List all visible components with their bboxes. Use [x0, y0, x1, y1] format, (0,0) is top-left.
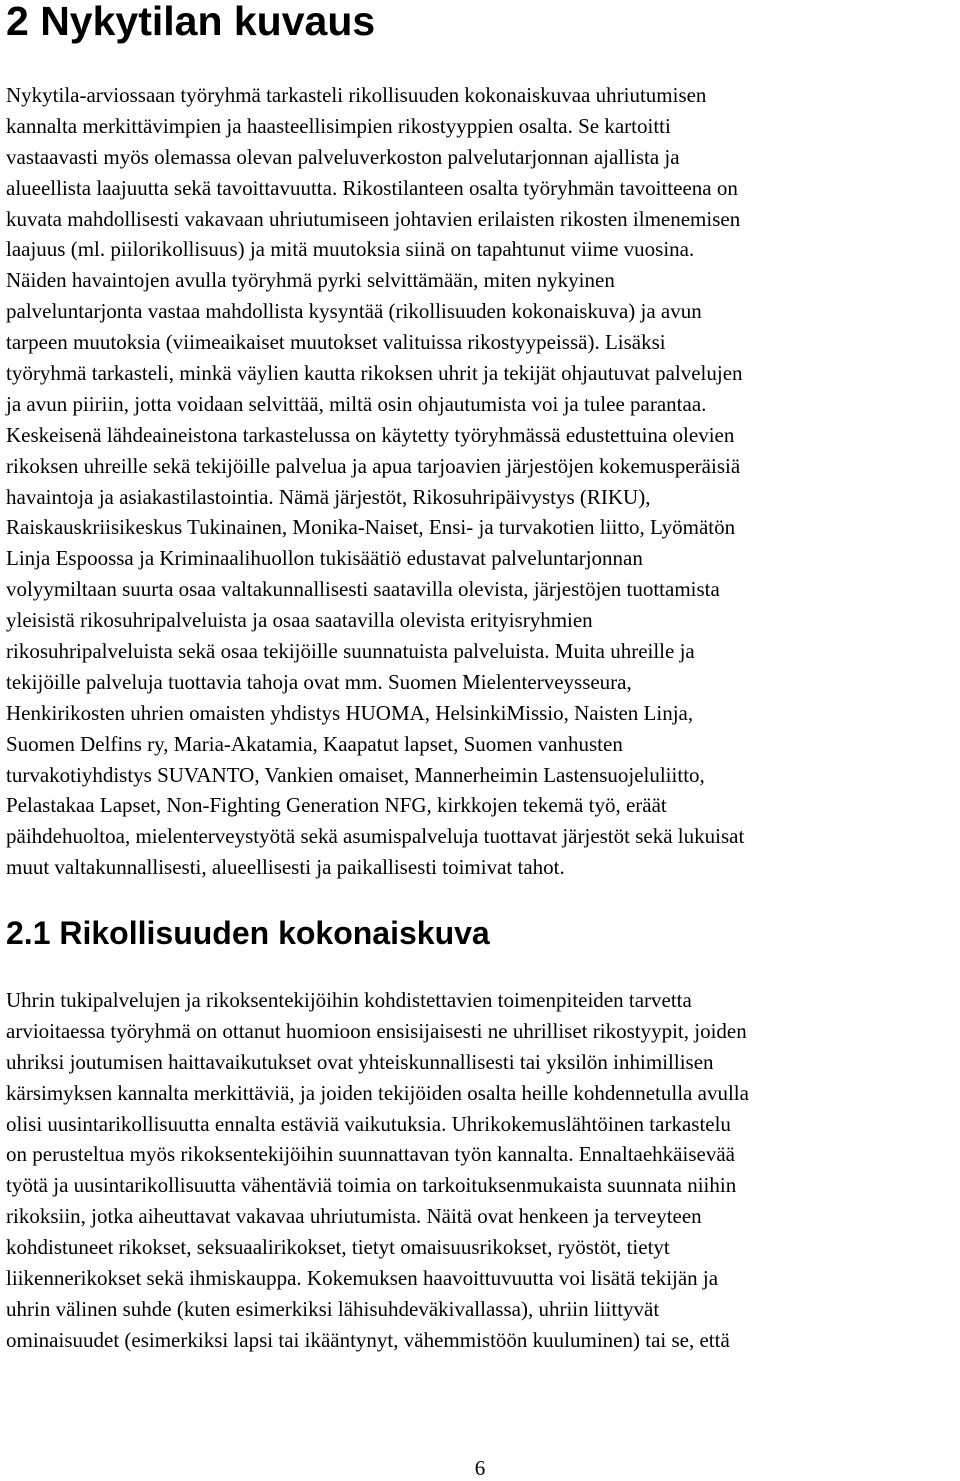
paragraph-line: liikennerikokset sekä ihmiskauppa. Kokemuksen haavoittuvuutta voi lisätä tekijän ja [6, 1266, 719, 1291]
paragraph-line: työryhmä tarkasteli, minkä väylien kautta rikoksen uhrit ja tekijät ohjautuvat palvelujen [6, 361, 743, 386]
paragraph-line: uhrin välinen suhde (kuten esimerkiksi lähisuhdeväkivallassa), uhriin liittyvät [6, 1296, 660, 1321]
paragraph-line: rikoksiin, jotka aiheuttavat vakavaa uhriutumista. Näitä ovat henkeen ja terveyteen [6, 1204, 702, 1229]
section-heading: 2 Nykytilan kuvaus [6, 0, 376, 44]
paragraph-line: Suomen Delfins ry, Maria-Akatamia, Kaapatut lapset, Suomen vanhusten [6, 731, 623, 756]
paragraph-line: tarpeen muutoksia (viimeaikaiset muutokset valituissa rikostyypeissä). Lisäksi [6, 330, 666, 355]
paragraph-line: kannalta merkittävimpien ja haasteellisimpien rikostyyppien osalta. Se kartoitti [6, 113, 671, 138]
paragraph-line: on perusteltua myös rikoksentekijöihin suunnattavan työn kannalta. Ennaltaehkäisevää [6, 1142, 735, 1167]
paragraph-line: rikosuhripalveluista sekä osaa tekijöille suunnatuista palveluista. Muita uhreille ja [6, 639, 695, 664]
paragraph-line: Keskeisenä lähdeaineistona tarkastelussa on käytetty työryhmässä edustettuina olevien [6, 422, 735, 447]
paragraph-line: turvakotiyhdistys SUVANTO, Vankien omaiset, Mannerheimin Lastensuojeluliitto, [6, 762, 705, 787]
section-paragraph [6, 80, 744, 883]
paragraph-line: Pelastakaa Lapset, Non-Fighting Generation NFG, kirkkojen tekemä työ, eräät [6, 793, 667, 818]
paragraph-line: rikoksen uhreille sekä tekijöille palvelua ja apua tarjoavien järjestöjen kokemusperäisiä [6, 453, 741, 478]
paragraph-line: Näiden havaintojen avulla työryhmä pyrki selvittämään, miten nykyinen [6, 268, 615, 293]
paragraph-line: ja avun piiriin, jotta voidaan selvittää, miltä osin ohjautumista voi ja tulee parantaa. [6, 391, 707, 416]
paragraph-line: havaintoja ja asiakastilastointia. Nämä järjestöt, Rikosuhripäivystys (RIKU), [6, 484, 651, 509]
subsection-heading: 2.1 Rikollisuuden kokonaiskuva [6, 915, 490, 951]
paragraph-line: Raiskauskriisikeskus Tukinainen, Monika-Naiset, Ensi- ja turvakotien liitto, Lyömätön [6, 515, 736, 540]
subsection-paragraph [6, 985, 749, 1356]
paragraph-line: alueellista laajuutta sekä tavoittavuutta. Rikostilanteen osalta työryhmän tavoitteena on [6, 175, 738, 200]
paragraph-line: Linja Espoossa ja Kriminaalihuollon tukisäätiö edustavat palveluntarjonnan [6, 546, 643, 571]
paragraph-line: päihdehuoltoa, mielenterveystyötä sekä asumispalveluja tuottavat järjestöt sekä lukuisat [6, 824, 745, 849]
paragraph-line: kohdistuneet rikokset, seksuaalirikokset, tietyt omaisuusrikokset, ryöstöt, tietyt [6, 1235, 670, 1260]
paragraph-line: yleisistä rikosuhripalveluista ja osaa saatavilla olevista erityisryhmien [6, 608, 593, 633]
paragraph-line: olisi uusintarikollisuutta ennalta estäviä vaikutuksia. Uhrikokemuslähtöinen tarkastelu [6, 1111, 731, 1136]
paragraph-line: Nykytila-arviossaan työryhmä tarkasteli rikollisuuden kokonaiskuvaa uhriutumisen [6, 83, 707, 107]
paragraph-line: arvioitaessa työryhmä on ottanut huomioon ensisijaisesti ne uhrilliset rikostyypit, joiden [6, 1018, 747, 1043]
paragraph-line: muut valtakunnallisesti, alueellisesti ja paikallisesti toimivat tahot. [6, 855, 565, 880]
paragraph-line: tekijöille palveluja tuottavia tahoja ovat mm. Suomen Mielenterveysseura, [6, 669, 632, 694]
paragraph-line: kärsimyksen kannalta merkittäviä, ja joiden tekijöiden osalta heille kohdennetulla avulla [6, 1080, 749, 1105]
page-number: 6 [474, 1456, 486, 1480]
paragraph-line: vastaavasti myös olemassa olevan palveluverkoston palvelutarjonnan ajallista ja [6, 144, 680, 169]
paragraph-line: palveluntarjonta vastaa mahdollista kysyntää (rikollisuuden kokonaiskuva) ja avun [6, 299, 702, 324]
paragraph-line: ominaisuudet (esimerkiksi lapsi tai ikääntynyt, vähemmistöön kuuluminen) tai se, että [6, 1327, 730, 1352]
paragraph-line: uhriksi joutumisen haittavaikutukset ovat yhteiskunnallisesti tai yksilön inhimillisen [6, 1049, 714, 1074]
paragraph-line: Henkirikosten uhrien omaisten yhdistys HUOMA, HelsinkiMissio, Naisten Linja, [6, 700, 694, 725]
paragraph-line: Uhrin tukipalvelujen ja rikoksentekijöihin kohdistettavien toimenpiteiden tarvetta [6, 988, 692, 1012]
paragraph-line: volyymiltaan suurta osaa valtakunnallisesti saatavilla olevista, järjestöjen tuottamista [6, 577, 720, 602]
paragraph-line: kuvata mahdollisesti vakavaan uhriutumiseen johtavien erilaisten rikosten ilmenemisen [6, 206, 741, 231]
paragraph-line: laajuus (ml. piilorikollisuus) ja mitä muutoksia siinä on tapahtunut viime vuosina. [6, 237, 695, 262]
paragraph-line: työtä ja uusintarikollisuutta vähentäviä toimia on tarkoituksenmukaista suunnata niihin [6, 1173, 737, 1198]
